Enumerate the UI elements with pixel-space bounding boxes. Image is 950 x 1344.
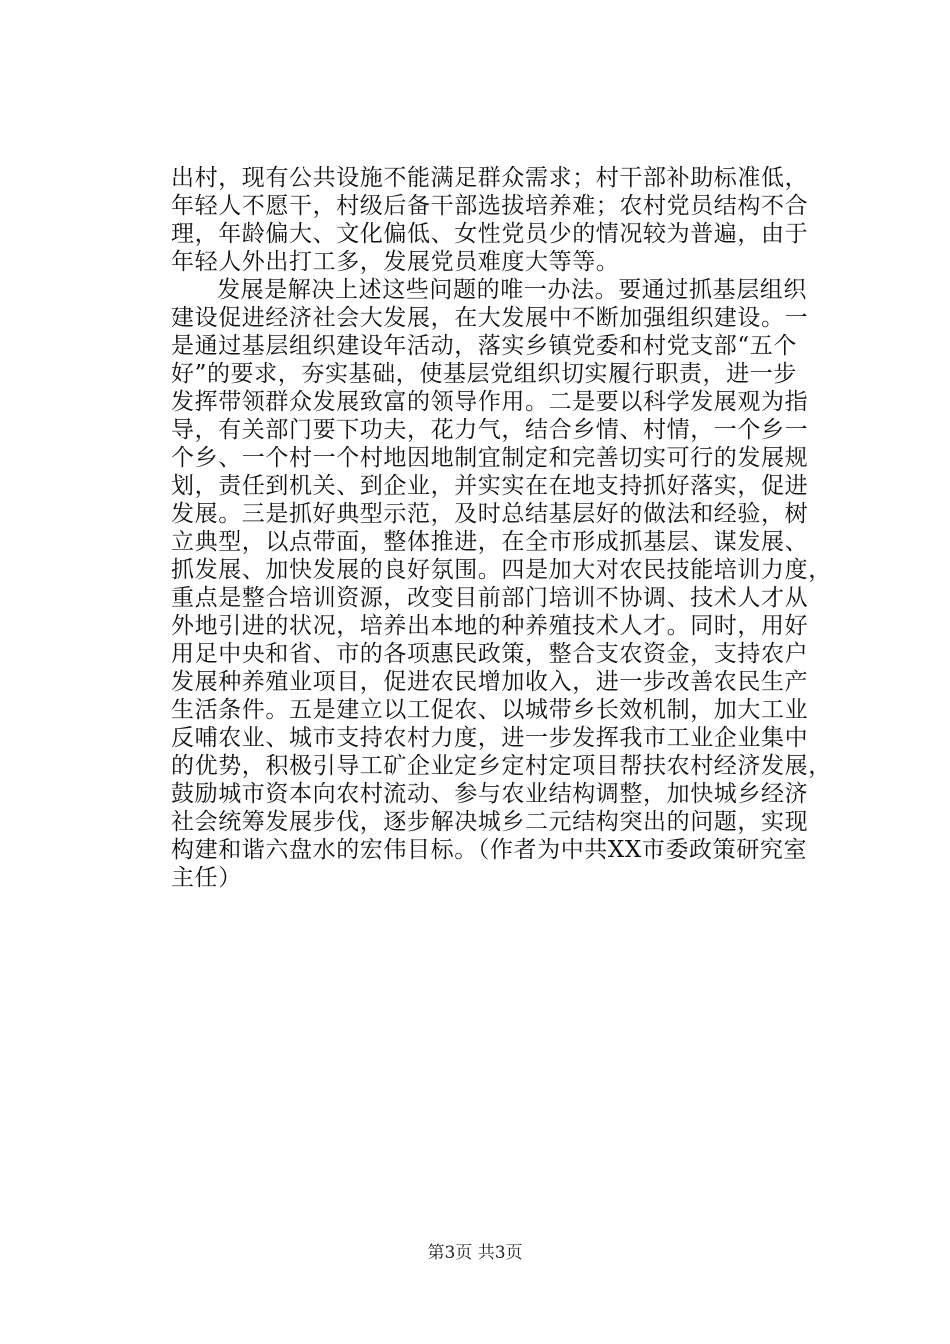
text-line: 年轻人不愿干，村级后备干部选拔培养难；农村党员结构不合 — [171, 193, 809, 219]
text-line: 反哺农业、城市支持农村力度，进一步发挥我市工业企业集中 — [171, 725, 809, 751]
text-line: 导，有关部门要下功夫，花力气，结合乡情、村情，一个乡一 — [171, 417, 809, 443]
text-line: 生活条件。五是建立以工促农、以城带乡长效机制，加大工业 — [171, 697, 809, 723]
page-number: 第3页 共3页 — [427, 1243, 523, 1263]
text-line: 外地引进的状况，培养出本地的种养殖技术人才。同时，用好 — [171, 613, 809, 639]
text-line: 抓发展、加快发展的良好氛围。四是加大对农民技能培训力度， — [171, 557, 832, 583]
text-line: 年轻人外出打工多，发展党员难度大等等。 — [171, 249, 620, 275]
text-line: 建设促进经济社会大发展，在大发展中不断加强组织建设。一 — [171, 305, 809, 331]
text-line: 好”的要求，夯实基础，使基层党组织切实履行职责，进一步 — [171, 361, 797, 387]
page-footer — [0, 1243, 950, 1263]
paragraph-2 — [171, 276, 831, 892]
text-line: 发展是解决上述这些问题的唯一办法。要通过抓基层组织 — [217, 277, 807, 303]
text-line: 出村，现有公共设施不能满足群众需求；村干部补助标准低， — [171, 165, 809, 191]
text-line: 鼓励城市资本向农村流动、参与农业结构调整，加快城乡经济 — [171, 781, 809, 807]
paragraph-1 — [171, 164, 831, 276]
text-line: 发展。三是抓好典型示范，及时总结基层好的做法和经验，树 — [171, 501, 809, 527]
text-line: 发挥带领群众发展致富的领导作用。二是要以科学发展观为指 — [171, 389, 809, 415]
text-line: 立典型，以点带面，整体推进，在全市形成抓基层、谋发展、 — [171, 529, 809, 555]
text-line: 用足中央和省、市的各项惠民政策，整合支农资金，支持农户 — [171, 641, 809, 667]
text-line: 理，年龄偏大、文化偏低、女性党员少的情况较为普遍，由于 — [171, 221, 809, 247]
text-line: 主任） — [171, 865, 242, 891]
text-line: 划，责任到机关、到企业，并实实在在地支持抓好落实，促进 — [171, 473, 809, 499]
text-line: 构建和谐六盘水的宏伟目标。（作者为中共XX市委政策研究室 — [171, 837, 808, 863]
text-line: 发展种养殖业项目，促进农民增加收入，进一步改善农民生产 — [171, 669, 809, 695]
text-line: 个乡、一个村一个村地因地制宜制定和完善切实可行的发展规 — [171, 445, 809, 471]
text-line: 社会统筹发展步伐，逐步解决城乡二元结构突出的问题，实现 — [171, 809, 809, 835]
text-line: 是通过基层组织建设年活动，落实乡镇党委和村党支部“五个 — [171, 333, 797, 359]
document-body — [171, 164, 831, 892]
text-line: 的优势，积极引导工矿企业定乡定村定项目帮扶农村经济发展， — [171, 753, 832, 779]
text-line: 重点是整合培训资源，改变目前部门培训不协调、技术人才从 — [171, 585, 809, 611]
